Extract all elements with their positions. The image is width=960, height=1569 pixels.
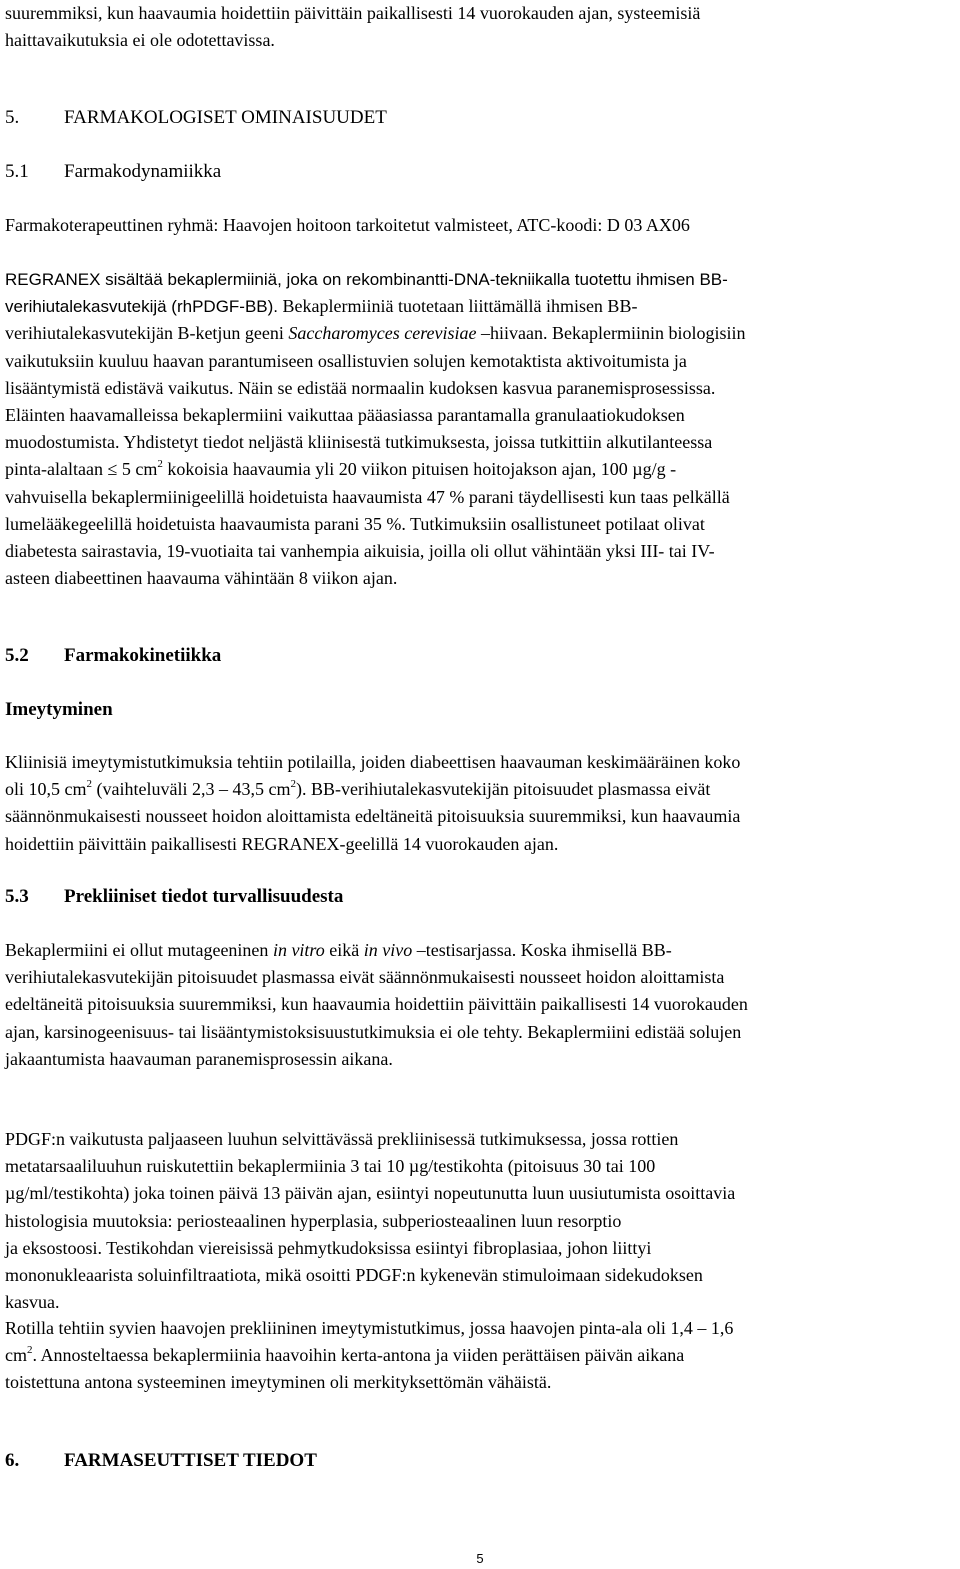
text-line: muodostumista. Yhdistetyt tiedot neljästä kliinisestä tutkimuksesta, joissa tutkittiin alkutilanteessa [5, 432, 713, 453]
therapeutic-group [5, 212, 957, 239]
text-line: edeltäneitä pitoisuuksia suuremmiksi, kun haavaumia hoidettiin päivittäin paikallisesti 14 vuorokauden [5, 994, 748, 1015]
text-line: toistettuna antona systeeminen imeytyminen oli merkityksettömän vähäistä. [5, 1372, 552, 1393]
text-span: eikä [324, 940, 364, 960]
text-line: mononukleaarista soluinfiltraatiota, mikä osoitti PDGF:n kykenevän stimuloimaan sidekudoksen [5, 1265, 703, 1286]
text-span: verihiutalekasvutekijän B-ketjun geeni [5, 323, 289, 344]
continued-paragraph [5, 0, 957, 54]
pharmacokinetics-paragraph [5, 749, 957, 858]
text-span: Bekaplermiinin biologisiin [547, 323, 746, 344]
text-line: jakaantumista haavauman paranemisprosessin aikana. [5, 1048, 393, 1069]
section-5-heading [5, 104, 957, 131]
superscript: 2 [290, 778, 296, 791]
preclinical-paragraph-2 [5, 1126, 957, 1316]
text-span: Bekaplermiiniä tuotetaan liittämällä ihmisen BB- [278, 296, 638, 317]
text-line: asteen diabeettinen haavauma vähintään 8 viikon ajan. [5, 568, 398, 589]
section-title: FARMASEUTTISET TIEDOT [64, 1450, 317, 1471]
text-line: metatarsaaliluuhun ruiskutettiin bekaplermiinia 3 tai 10 µg/testikohta (pitoisuus 30 tai 100 [5, 1156, 656, 1177]
text-line: suuremmiksi, kun haavaumia hoidettiin päivittäin paikallisesti 14 vuorokauden ajan, systeemisiä [5, 3, 701, 23]
text-line: PDGF:n vaikutusta paljaaseen luuhun selvittävässä prekliinisessä tutkimuksessa, jossa rottien [5, 1129, 679, 1149]
absorption-subheading: Imeytyminen [5, 699, 113, 720]
pharmacodynamics-paragraph [5, 266, 957, 592]
text-line: kasvua. [5, 1292, 60, 1313]
text-line: säännönmukaisesti nousseet hoidon aloittamista edeltäneitä pitoisuuksia suuremmiksi, kun haavaumia [5, 806, 741, 827]
section-5-1-heading [5, 158, 957, 185]
page-number: 5 [476, 1551, 484, 1566]
text-line: Eläinten haavamalleissa bekaplermiini vaikuttaa pääasiassa parantamalla granulaatiokudoksen [5, 405, 685, 426]
text-line: vaikutuksiin kuuluu haavan parantumiseen osallistuvien solujen kemotaktista aktivoitumista ja [5, 350, 687, 371]
section-title: Farmakodynamiikka [64, 161, 222, 182]
text-line: hoidettiin päivittäin paikallisesti REGRANEX-geelillä 14 vuorokauden ajan. [5, 833, 559, 854]
section-title: Prekliiniset tiedot turvallisuudesta [64, 886, 344, 907]
text-line: lisääntymistä edistävä vaikutus. Näin se edistää normaalin kudoksen kasvua paranemisprosessissa. [5, 377, 716, 398]
section-number: 5.1 [5, 161, 29, 182]
section-5-2-heading [5, 642, 957, 669]
text-span: cm [5, 1345, 27, 1366]
organism-name: Saccharomyces cerevisiae [288, 323, 477, 344]
text-line: verihiutalekasvutekijän pitoisuudet plasmassa eivät säännönmukaisesti nousseet hoidon aloittamista [5, 967, 725, 988]
preclinical-paragraph-1 [5, 937, 957, 1073]
text-line: Farmakoterapeuttinen ryhmä: Haavojen hoitoon tarkoitetut valmisteet, ATC-koodi: D 03 AX06 [5, 215, 690, 235]
text-span: ). BB-verihiutalekasvutekijän pitoisuudet plasmassa eivät [295, 779, 711, 800]
text-span: verihiutalekasvutekijä (rhPDGF-BB). [5, 297, 279, 317]
text-span: –testisarjassa. Koska ihmisellä BB- [412, 940, 672, 960]
superscript: 2 [86, 778, 92, 791]
section-title: Farmakokinetiikka [64, 645, 222, 666]
italic-term: in vitro [272, 940, 325, 960]
text-span: (vaihteluväli 2,3 – 43,5 cm [92, 779, 291, 800]
text-line: ajan, karsinogeenisuus- tai lisääntymistoksisuustutkimuksia ei ole tehty. Bekaplermiini edistää solujen [5, 1021, 742, 1042]
text-line: diabetesta sairastavia, 19-vuotiaita tai vanhempia aikuisia, joilla oli ollut vähintään yksi III- tai IV- [5, 541, 715, 562]
text-span: Bekaplermiini ei ollut mutageeninen [5, 940, 273, 960]
text-line: histologisia muutoksia: periosteaalinen hyperplasia, subperiosteaalinen luun resorptio [5, 1210, 622, 1231]
section-number: 6. [5, 1450, 20, 1471]
text-line: ja eksostoosi. Testikohdan viereisissä pehmytkudoksissa esiintyi fibroplasiaa, johon liittyi [5, 1237, 652, 1258]
section-title: FARMAKOLOGISET OMINAISUUDET [64, 107, 387, 128]
text-span: oli 10,5 cm [5, 779, 87, 800]
text-line: µg/ml/testikohta) joka toinen päivä 13 päivän ajan, esiintyi nopeutunutta luun uusiutumista osoittavia [5, 1183, 736, 1204]
text-span: –hiivaan. [476, 323, 548, 344]
section-number: 5. [5, 107, 20, 128]
section-6-heading [5, 1447, 957, 1474]
text-line: haittavaikutuksia ei ole odotettavissa. [5, 30, 275, 51]
text-span: . Annosteltaessa bekaplermiinia haavoihin kerta-antona ja viiden perättäisen päivän aikana [32, 1345, 685, 1366]
text-line: REGRANEX sisältää bekaplermiiniä, joka on rekombinantti-DNA-tekniikalla tuotettu ihmisen BB- [5, 270, 728, 289]
text-span: kokoisia haavaumia yli 20 viikon pituisen hoitojakson ajan, 100 µg/g - [162, 459, 677, 480]
text-line: lumelääkegeelillä hoidetuista haavaumista parani 35 %. Tutkimuksiin osallistuneet potilaat olivat [5, 513, 705, 534]
superscript: 2 [157, 458, 163, 471]
text-span: pinta-alaltaan ≤ 5 cm [5, 459, 158, 480]
section-number: 5.2 [5, 645, 29, 666]
text-line: vahvuisella bekaplermiinigeelillä hoidetuista haavaumista 47 % parani täydellisesti kun taas pelkällä [5, 486, 730, 507]
superscript: 2 [27, 1344, 33, 1357]
text-line: Kliinisiä imeytymistutkimuksia tehtiin potilailla, joiden diabeettisen haavauman keskimääräinen koko [5, 752, 741, 772]
preclinical-paragraph-3 [5, 1315, 957, 1397]
section-number: 5.3 [5, 886, 29, 907]
italic-term: in vivo [363, 940, 413, 960]
text-line: Rotilla tehtiin syvien haavojen prekliininen imeytymistutkimus, jossa haavojen pinta-ala oli 1,4 – 1,6 [5, 1318, 734, 1338]
section-5-3-heading [5, 883, 957, 910]
